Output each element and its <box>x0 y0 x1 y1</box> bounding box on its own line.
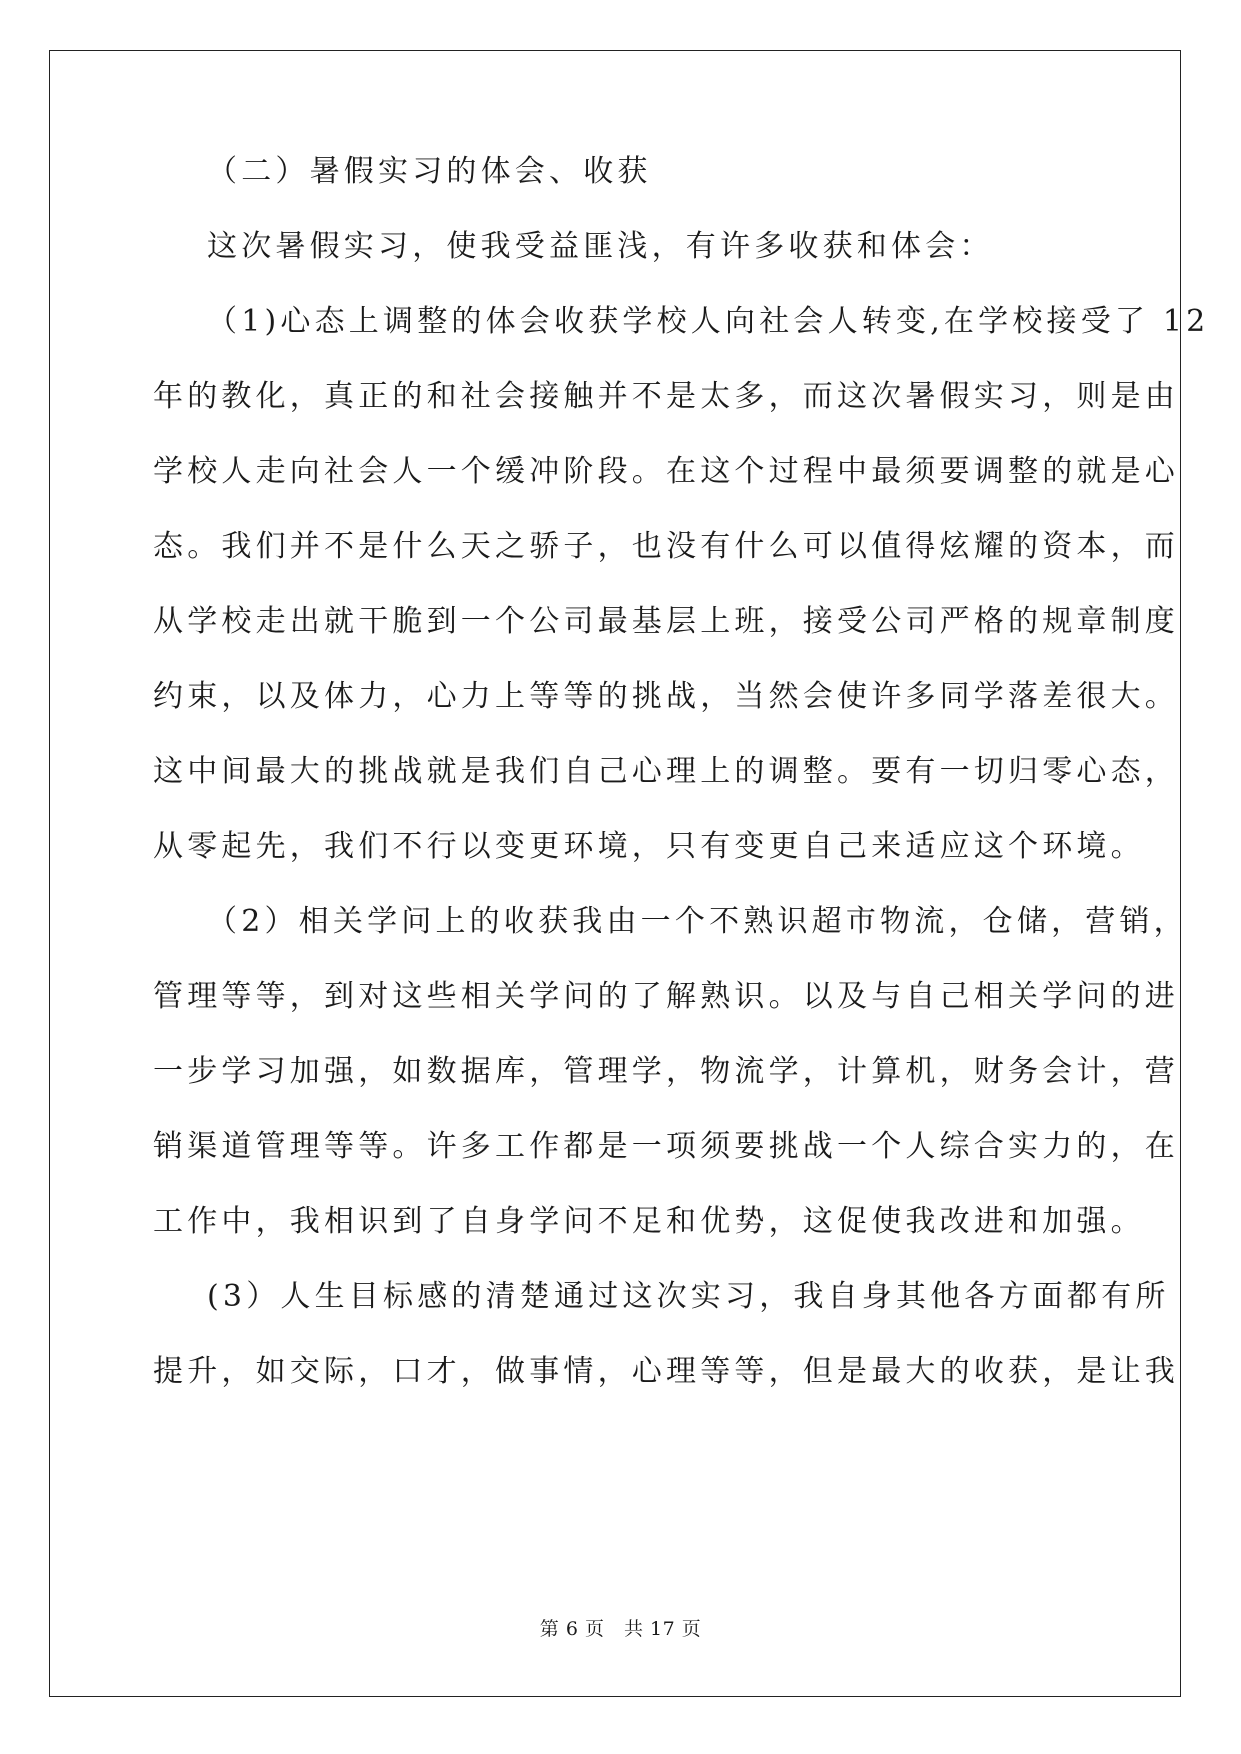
paragraph-line: 这次暑假实习，使我受益匪浅，有许多收获和体会： <box>207 229 994 264</box>
paragraph-line: （1)心态上调整的体会收获学校人向社会人转变,在学校接受了 12 <box>207 304 1210 339</box>
paragraph-line: (3）人生目标感的清楚通过这次实习，我自身其他各方面都有所 <box>207 1279 1170 1314</box>
paragraph-line: 学校人走向社会人一个缓冲阶段。在这个过程中最须要调整的就是心 <box>153 454 1179 489</box>
section-heading: （二）暑假实习的体会、收获 <box>207 154 652 189</box>
paragraph-line: 工作中，我相识到了自身学问不足和优势，这促使我改进和加强。 <box>153 1204 1145 1239</box>
paragraph-line: 提升，如交际，口才，做事情，心理等等，但是最大的收获，是让我 <box>153 1354 1179 1389</box>
paragraph-line: 态。我们并不是什么天之骄子，也没有什么可以值得炫耀的资本，而 <box>153 529 1179 564</box>
paragraph-line: 从零起先，我们不行以变更环境，只有变更自己来适应这个环境。 <box>153 829 1145 864</box>
paragraph-line: 年的教化，真正的和社会接触并不是太多，而这次暑假实习，则是由 <box>153 379 1179 414</box>
page-border <box>49 50 1210 1697</box>
paragraph-line: 这中间最大的挑战就是我们自己心理上的调整。要有一切归零心态， <box>153 754 1179 789</box>
paragraph-line: 销渠道管理等等。许多工作都是一项须要挑战一个人综合实力的，在 <box>153 1129 1179 1164</box>
paragraph-line: 管理等等，到对这些相关学问的了解熟识。以及与自己相关学问的进 <box>153 979 1179 1014</box>
paragraph-line: 一步学习加强，如数据库，管理学，物流学，计算机，财务会计，营 <box>153 1054 1179 1089</box>
page-number-footer: 第 6 页 共 17 页 <box>539 1618 702 1640</box>
paragraph-line: （2）相关学问上的收获我由一个不熟识超市物流，仓储，营销， <box>207 904 1188 939</box>
paragraph-line: 从学校走出就干脆到一个公司最基层上班，接受公司严格的规章制度 <box>153 604 1179 639</box>
paragraph-line: 约束，以及体力，心力上等等的挑战，当然会使许多同学落差很大。 <box>153 679 1179 714</box>
